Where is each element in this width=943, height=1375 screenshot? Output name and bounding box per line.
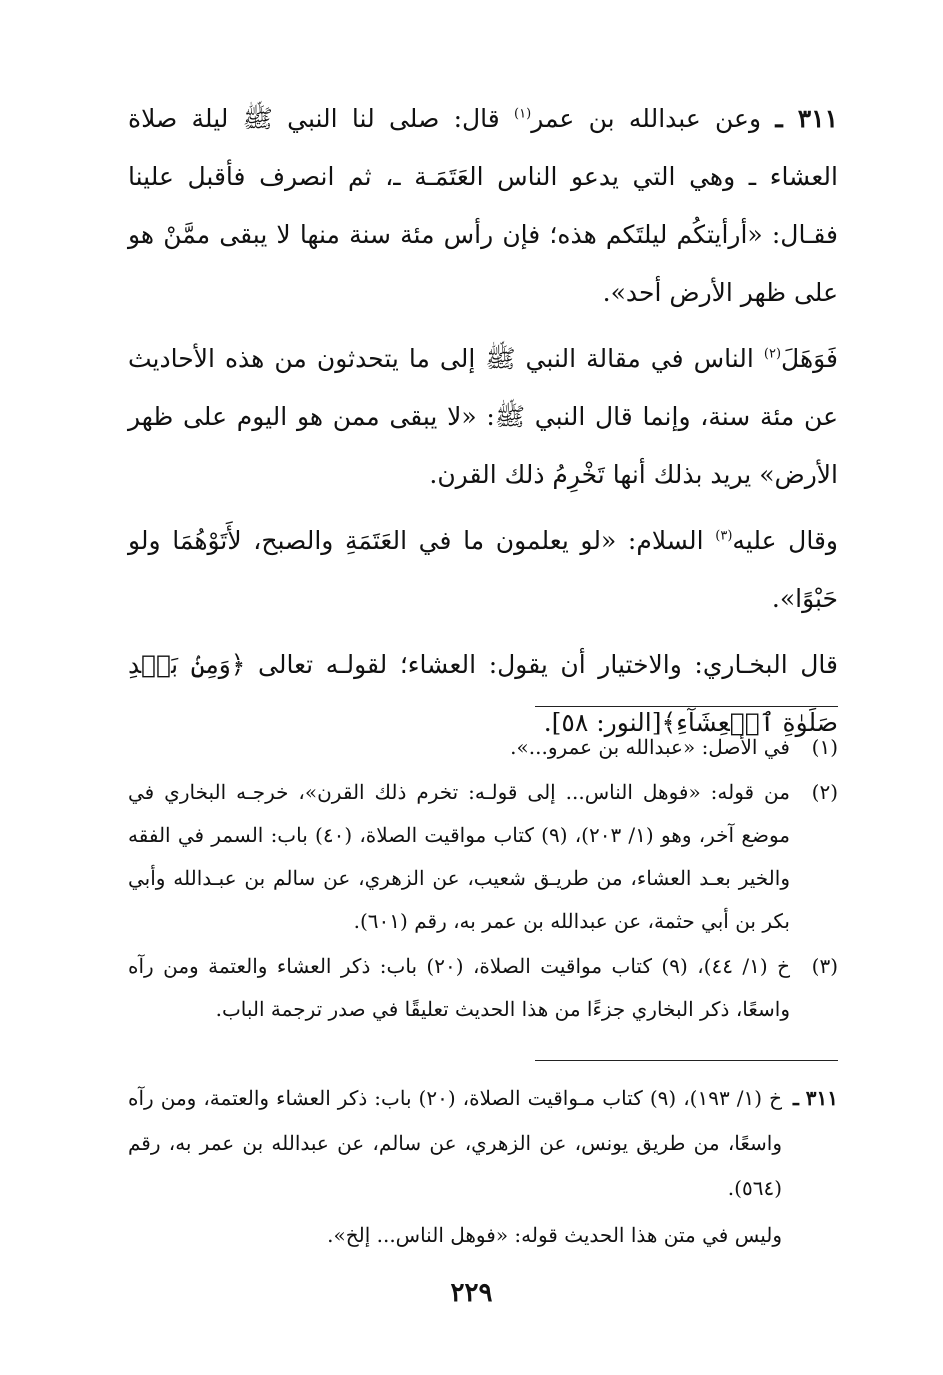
footnote-text: خ (١/ ٤٤)، (٩) كتاب مواقيت الصلاة، (٢٠) باب: ذكر العشاء والعتمة ومن رآه واسعًا، ذكر البخاري جزءًا من هذا الحديث تعليقًا في صدر ترجمة الباب. xyxy=(128,954,790,1021)
hadith-paragraph-4: قال البخـاري: والاختيار أن يقول: العشاء؛ لقولـه تعالى ﴿وَمِنۢ بَعۡدِ صَلَوٰةِ ٱلۡعِشَآءِ﴾[النور: ٥٨]. xyxy=(128,650,838,737)
hadith-paragraph-3 xyxy=(128,512,838,628)
hadith-text: وقال عليه xyxy=(732,526,838,555)
takhrij-note: وليس في متن هذا الحديث قوله: «فوهل الناس... إلخ». xyxy=(327,1223,782,1247)
footnote-item xyxy=(128,726,838,769)
footnote-ref-3: (٣) xyxy=(715,528,733,544)
hadith-text: الناس في مقالة النبي ﷺ إلى ما يتحدثون من هذه الأحاديث عن مئة سنة، وإنما قال النبي ﷺ: «لا يبقى ممن هو اليوم على ظهر الأرض» يريد بذلك أنها تَخْرِمُ ذلك القرن. xyxy=(128,344,838,489)
footnote-number: (٣) xyxy=(811,954,838,978)
footnote-text: من قوله: «فوهل الناس... إلى قولـه: تخرم ذلك القرن»، خرجـه البخاري في موضع آخر، وهو (١/ ٢٠٣)، (٩) كتاب مواقيت الصلاة، (٤٠) باب: السمر في الفقه والخير بعـد العشاء، من طريـق شعيب، عن الزهري، عن سالم بن عبـدالله وأبي بكر بن أبي حثمة، عن عبدالله بن عمر به، رقم (٦٠١). xyxy=(128,780,790,933)
footnote-ref-2: (٢) xyxy=(763,346,782,362)
hadith-paragraph-1 xyxy=(128,90,838,322)
footnote-number: (٢) xyxy=(811,780,838,804)
hadith-text: فَوَهَلَ xyxy=(781,344,838,373)
footnote-number: (١) xyxy=(811,735,838,759)
takhrij-text: خ (١/ ١٩٣)، (٩) كتاب مـواقيت الصلاة، (٢٠) باب: ذكر العشاء والعتمة، ومن رآه واسعًا، من طريق يونس، عن الزهري، عن سالم، عن عبدالله بن عمر به، رقم (٥٦٤). xyxy=(128,1086,782,1200)
footnote-item xyxy=(128,945,838,1031)
footnote-ref-1: (١) xyxy=(514,106,532,122)
takhrij-divider xyxy=(535,1060,838,1061)
footnote-text: في الأصل: «عبدالله بن عمرو...». xyxy=(510,735,790,759)
hadith-paragraph-2 xyxy=(128,330,838,504)
hadith-body xyxy=(128,90,838,752)
footnote-divider xyxy=(535,706,838,707)
page-number: ٢٢٩ xyxy=(450,1278,493,1308)
hadith-text: قال: صلى لنا النبي ﷺ ليلة صلاة العشاء ـ وهي التي يدعو الناس العَتَمَـة ـ، ثم انصرف فأقبل علينا فقـال: «أرأيتكُم ليلتَكم هذه؛ فإن رأس مئة سنة منها لا يبقى ممَّنْ هو على ظهر الأرض أحد». xyxy=(128,104,838,307)
hadith-text: وعن عبدالله بن عمر xyxy=(531,104,762,133)
hadith-number: ٣١١ ـ xyxy=(775,104,839,133)
hadith-text: السلام: «لو يعلمون ما في العَتَمَةِ والصبح، لأَتَوْهُمَا ولو حَبْوًا». xyxy=(128,526,838,613)
takhrij-number: ٣١١ ـ xyxy=(792,1086,838,1110)
footnote-item xyxy=(128,771,838,943)
takhrij-section xyxy=(128,1076,838,1258)
footnotes xyxy=(128,726,838,1033)
takhrij-entry xyxy=(128,1076,838,1211)
